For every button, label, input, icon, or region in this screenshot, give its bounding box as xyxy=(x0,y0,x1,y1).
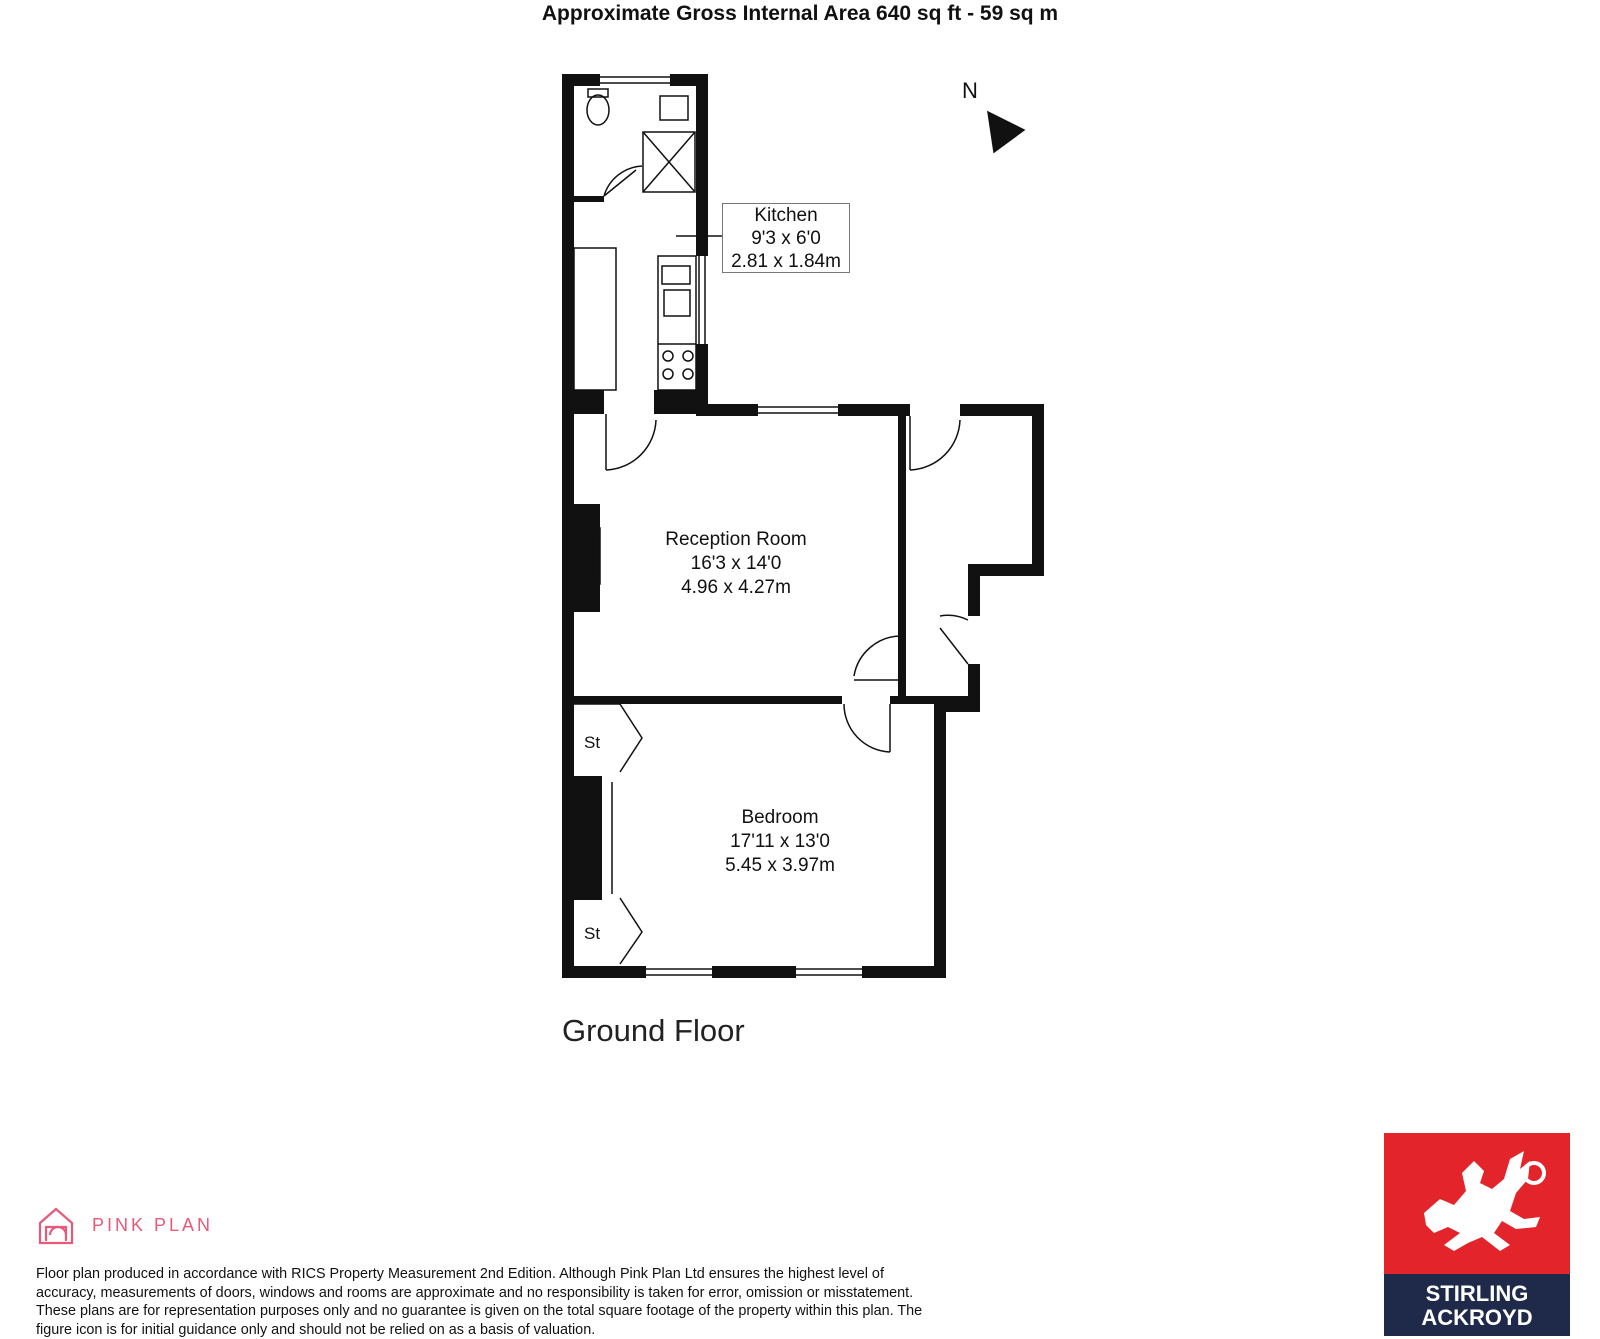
hall-door-swing xyxy=(910,420,960,470)
hob-ring xyxy=(663,351,673,361)
reception-name: Reception Room xyxy=(665,529,807,550)
bedroom-door-swing xyxy=(844,704,890,752)
kitchen-sink xyxy=(664,290,690,316)
kitchen-door-swing xyxy=(606,420,656,470)
page-title: Approximate Gross Internal Area 640 sq ft - 59 sq m xyxy=(541,2,1059,25)
reception-label xyxy=(656,528,816,600)
store-top-floor xyxy=(574,776,602,782)
wall-bottom-c xyxy=(862,966,946,978)
basin xyxy=(660,96,688,120)
kitchen-imperial: 9'3 x 6'0 xyxy=(751,228,821,249)
store-top-doors xyxy=(620,704,642,772)
wall-bottom-a xyxy=(562,966,646,978)
storage-top-label: St xyxy=(584,733,601,752)
wall-reception-right xyxy=(898,404,906,700)
reception-door-swing xyxy=(854,636,902,676)
kitchen-name: Kitchen xyxy=(754,205,818,226)
bedroom-metric: 5.45 x 3.97m xyxy=(725,855,835,876)
wall-hall-top-right xyxy=(960,404,1044,416)
wall-bath-partition-left xyxy=(574,196,604,202)
kitchen-counter-left xyxy=(574,248,616,390)
brand-line1: STIRLING xyxy=(1425,1281,1529,1306)
wall-divider xyxy=(574,696,842,704)
pink-plan-logo xyxy=(36,1205,213,1245)
stirling-ackroyd-logo xyxy=(1384,1133,1570,1336)
wall-kitchen-right xyxy=(696,74,708,256)
store-bottom-doors xyxy=(620,898,642,964)
wall-bedroom-right xyxy=(934,696,946,978)
reception-imperial: 16'3 x 14'0 xyxy=(690,553,782,574)
north-arrow-icon xyxy=(988,112,1024,152)
wall-top-left xyxy=(562,74,600,86)
floor-name: Ground Floor xyxy=(562,1013,745,1048)
griffin-icon xyxy=(1384,1133,1570,1274)
hall-door-2 xyxy=(940,615,968,620)
bedroom-chimney-breast xyxy=(574,782,602,894)
kitchen-label xyxy=(722,203,850,273)
wall-bottom-b xyxy=(712,966,796,978)
brand-navy-panel xyxy=(1384,1274,1570,1336)
brand-red-panel xyxy=(1384,1133,1570,1274)
storage-bottom-label: St xyxy=(584,924,601,943)
disclaimer-text: Floor plan produced in accordance with RICS Property Measurement 2nd Edition. Although Pink Plan Ltd ensures the highest level of accuracy, measurements of doors, windows and rooms are approximate and no responsibility is taken for error, omission or misstatement. These plans are for representation purposes only and no guarantee is given on the total square footage of the property within this plan. The figure icon is for initial guidance only and should not be relied on as a basis of valuation. xyxy=(36,1266,923,1338)
wall-hall-right xyxy=(1032,404,1044,576)
kitchen-metric: 2.81 x 1.84m xyxy=(731,251,841,272)
wall-kitchen-bottom-left xyxy=(574,390,604,414)
bedroom-label xyxy=(700,806,860,878)
reception-metric: 4.96 x 4.27m xyxy=(681,577,791,598)
wall-hall-step-down xyxy=(968,564,980,616)
wall-left xyxy=(562,74,574,978)
store-bottom-ceiling xyxy=(574,894,602,900)
bedroom-name: Bedroom xyxy=(741,807,819,828)
brand-line2: ACKROYD xyxy=(1421,1305,1533,1330)
toilet xyxy=(587,95,609,125)
wall-reception-top-a xyxy=(696,404,758,416)
wall-bedroom-corner xyxy=(934,696,980,712)
fireplace-breast xyxy=(574,504,600,612)
pink-plan-house-icon xyxy=(36,1205,76,1245)
north-label: N xyxy=(962,78,978,103)
kitchen-drainer xyxy=(662,266,690,284)
pink-plan-name: PINK PLAN xyxy=(92,1214,214,1235)
bedroom-imperial: 17'11 x 13'0 xyxy=(730,831,830,852)
